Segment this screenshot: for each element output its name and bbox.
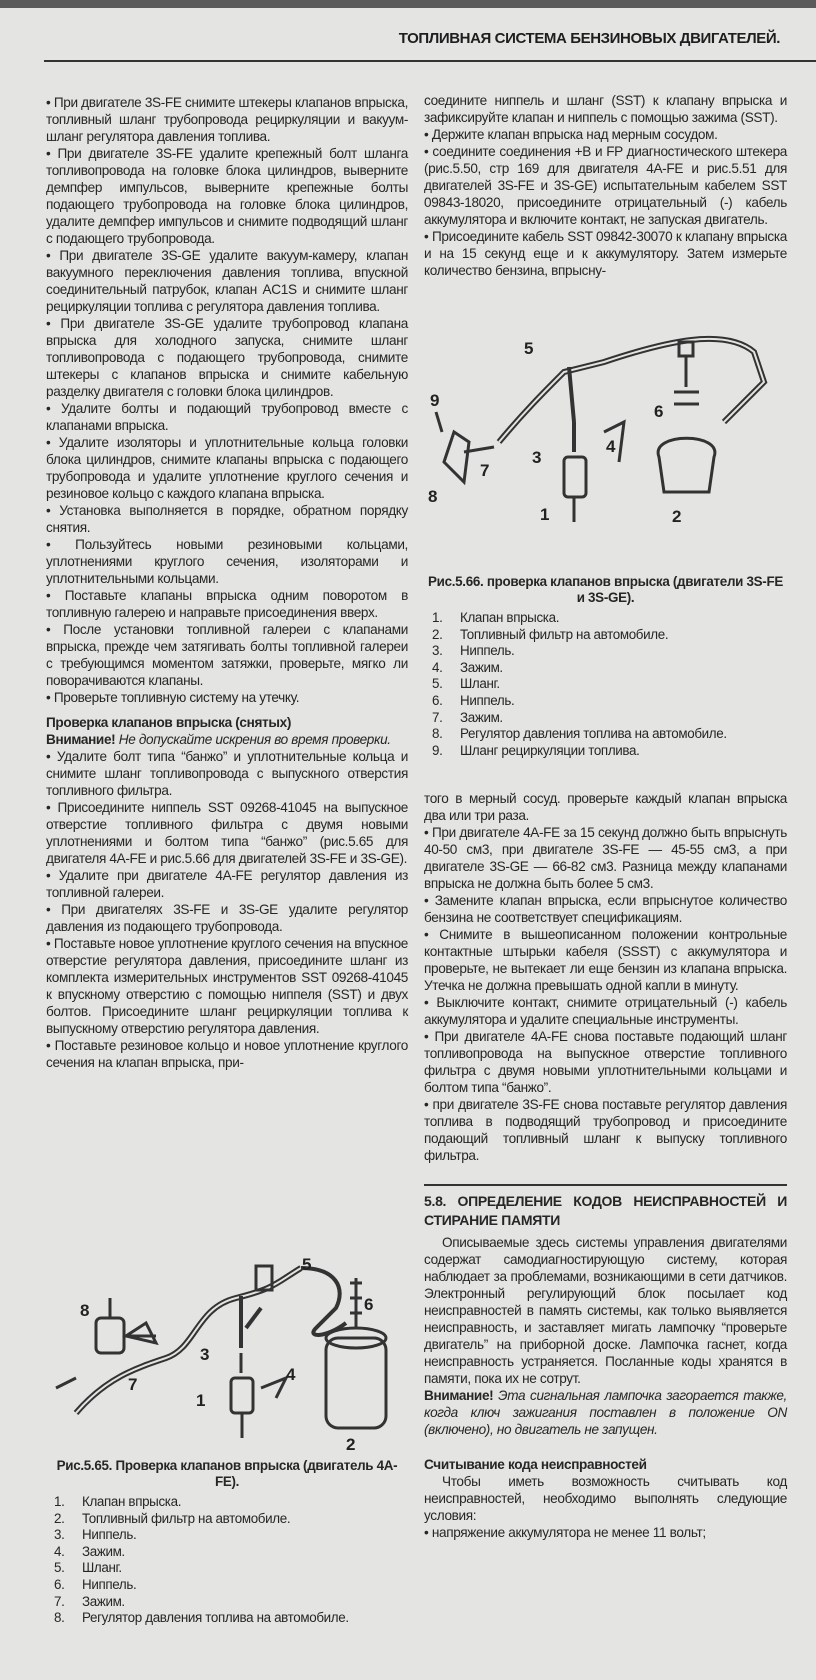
paragraph: • При двигателе 3S-GE удалите вакуум-камеру, клапан вакуумного переключения давления топлива, впускной соединительный патрубок, клапан AC1S и снимите шланг рециркуляции топлива с регулятора давления топлива. — [46, 248, 408, 314]
fig-label-1: 1 — [196, 1391, 206, 1410]
legend-number: 9. — [432, 742, 443, 758]
paragraph: соедините ниппель и шланг (SST) к клапану впрыска и зафиксируйте клапан и ниппель с помощью зажима (SST). — [424, 93, 787, 125]
paragraph: • соедините соединения +B и FP диагностического штекера (рис.5.50, стр 169 для двигателя 4A-FE и рис.5.51 для двигателей 3S-FE и 3S-GE) испытательным кабелем SST 09843-18020, присоедините отрицательный (-) кабель аккумулятора и включите контакт, не запуская двигатель. — [424, 144, 787, 227]
paragraph: • Удалите болты и подающий трубопровод вместе с клапанами впрыска. — [46, 401, 408, 433]
legend-item — [424, 627, 787, 644]
legend-text: Клапан впрыска. — [82, 1494, 182, 1509]
right-paragraphs-2 — [424, 790, 787, 1164]
legend-number: 5. — [54, 1560, 65, 1576]
warning-text: Эта сигнальная лампочка загорается также, когда ключ зажигания поставлен в положение ON (включено), но двигатель не запущен. — [424, 1388, 787, 1437]
paragraph: • Пользуйтесь новыми резиновыми кольцами, уплотнениями круглого сечения, изоляторами и уплотнительными кольцами. — [46, 537, 408, 586]
fig-label-5: 5 — [302, 1255, 312, 1274]
fig-label-1: 1 — [540, 505, 550, 524]
figure-caption: Рис.5.66. проверка клапанов впрыска (двигатели 3S-FE и 3S-GE). — [428, 574, 783, 605]
fig-label-4: 4 — [286, 1365, 296, 1384]
paragraph: • Замените клапан впрыска, если впрыснутое количество бензина не соответствует спецификациям. — [424, 893, 787, 925]
legend-item — [424, 676, 787, 693]
legend-number: 6. — [432, 692, 443, 708]
fig-label-8: 8 — [428, 487, 438, 506]
fig-label-3: 3 — [532, 448, 542, 467]
fig-label-2: 2 — [346, 1435, 356, 1454]
legend-item — [46, 1511, 408, 1528]
paragraph: • При двигателе 4A-FE снова поставьте подающий шланг топливопровода на выпускное отверстие топливного фильтра с двумя новыми уплотнительными кольцами и болтом типа “банжо”. — [424, 1029, 787, 1095]
fig-label-2: 2 — [672, 507, 682, 526]
legend-number: 7. — [54, 1593, 65, 1609]
fig-label-6: 6 — [654, 402, 664, 421]
paragraph: • Держите клапан впрыска над мерным сосудом. — [424, 127, 718, 142]
legend-text: Регулятор давления топлива на автомобиле. — [82, 1610, 349, 1626]
paragraph: • Поставьте резиновое кольцо и новое уплотнение круглого сечения на клапан впрыска, при- — [46, 1038, 408, 1070]
scan-edge — [0, 0, 816, 8]
paragraph: • После установки топливной галереи с клапанами впрыска, прежде чем затягивать болты топливной галереи с требующимся моментом затяжки, проверьте, мягко ли поворачиваются клапаны. — [46, 622, 408, 688]
legend-text: Ниппель. — [82, 1576, 137, 1592]
left-column — [46, 94, 408, 1071]
paragraph: • Поставьте клапаны впрыска одним поворотом в топливную галерею и направьте присоединения вверх. — [46, 588, 408, 620]
paragraph: • при двигателе 3S-FE снова поставьте регулятор давления топлива в подводящий трубопровод и присоедините подающий топливный шланг к выпуску топливного фильтра. — [424, 1097, 787, 1163]
paragraph: • Проверьте топливную систему на утечку. — [46, 690, 300, 705]
legend-item — [46, 1577, 408, 1594]
legend-number: 3. — [54, 1527, 65, 1543]
fig-label-6: 6 — [364, 1295, 374, 1314]
warning-text: Не допускайте искрения во время проверки. — [118, 732, 391, 747]
paragraph: • Выключите контакт, снимите отрицательный (-) кабель аккумулятора и удалите специальные инструменты. — [424, 995, 787, 1027]
legend-text: Ниппель. — [460, 692, 515, 708]
legend-item — [46, 1527, 408, 1544]
left-paragraphs-2 — [46, 748, 408, 1071]
paragraph: • Присоедините кабель SST 09842-30070 к клапану впрыска и на 15 секунд еще и к аккумулятору. Затем измерьте количество бензина, впрысну- — [424, 229, 787, 278]
legend-text: Шланг. — [82, 1560, 122, 1576]
figure-5-65-caption-block — [46, 1458, 408, 1627]
paragraph: • Присоедините ниппель SST 09268-41045 на выпускное отверстие топливного фильтра с двумя новыми уплотнениями и болтом типа “банжо” (рис.5.65 для двигателя 4A-FE и рис.5.66 для двигателей 3S-FE и 3S-GE). — [46, 800, 408, 866]
fig-label-8: 8 — [80, 1301, 90, 1320]
legend-text: Ниппель. — [460, 643, 515, 659]
legend-number: 6. — [54, 1576, 65, 1592]
figure-5-65 — [46, 1228, 416, 1458]
legend-number: 3. — [432, 643, 443, 659]
figure-5-66 — [424, 322, 794, 572]
legend-text: Шланг. — [460, 676, 500, 692]
subheading: Проверка клапанов впрыска (снятых) — [46, 715, 292, 730]
paragraph: • При двигателе 3S-GE удалите трубопровод клапана впрыска для холодного запуска, снимите шланг топливопровода с подающего трубопровода, снимите штекеры с клапанов впрыска и снимите кабельную разделку двигателя с головки блока цилиндров. — [46, 316, 408, 399]
legend-item — [424, 710, 787, 727]
right-column-bottom — [424, 790, 787, 1541]
paragraph: • При двигателе 3S-FE удалите крепежный болт шланга топливопровода на головке блока цилиндров, выверните демпфер импульсов, выверните крепежные болты подающего трубопровода на головке блока цилиндров, удалите демпфер импульсов и снимите подводящий шланг с подающего трубопровода. — [46, 146, 408, 246]
legend-text: Зажим. — [82, 1543, 125, 1559]
legend-item — [424, 643, 787, 660]
paragraph: • Удалите болт типа “банжо” и уплотнительные кольца и снимите шланг топливопровода с выпускного отверстия топливного фильтра. — [46, 749, 408, 798]
subheading: Считывание кода неисправностей — [424, 1457, 647, 1472]
figure-caption: Рис.5.65. Проверка клапанов впрыска (двигатель 4A-FE). — [56, 1458, 398, 1489]
legend-item — [46, 1544, 408, 1561]
legend-item — [424, 660, 787, 677]
figure-legend — [424, 610, 787, 759]
fig-label-3: 3 — [200, 1345, 210, 1364]
legend-number: 2. — [54, 1510, 65, 1526]
legend-number: 7. — [432, 709, 443, 725]
legend-item — [46, 1594, 408, 1611]
figure-legend — [46, 1494, 408, 1627]
legend-text: Зажим. — [460, 709, 503, 725]
paragraph: • Удалите при двигателе 4A-FE регулятор давления из топливной галереи. — [46, 868, 408, 900]
legend-number: 2. — [432, 626, 443, 642]
paragraph: • При двигателе 4A-FE за 15 секунд должно быть впрыснуть 40-50 см3, при двигателе 3S-FE — 45-55 см3, а при двигателе 3S-GE — 66-82 см3. Разница между клапанами впрыска не должна быть более 5 см3. — [424, 825, 787, 891]
legend-number: 8. — [54, 1610, 65, 1626]
paragraph: • При двигателях 3S-FE и 3S-GE удалите регулятор давления из подающего трубопровода. — [46, 902, 408, 934]
legend-text: Клапан впрыска. — [460, 610, 560, 625]
paragraph: • Установка выполняется в порядке, обратном порядку снятия. — [46, 503, 408, 535]
legend-item — [46, 1494, 408, 1511]
legend-number: 4. — [432, 659, 443, 675]
section-text: Описываемые здесь системы управления двигателями содержат самодиагностирующую систему, которая наблюдает за проблемами, возникающими в сети датчиков. Электронный регулирующий блок посылает код неисправностей в память системы, как только выявляется неисправность, и заставляет мигать лампочку “проверьте двигатель” на приборной доске. Лампочка гаснет, когда неисправность устраняется. Посланные коды хранятся в памяти, пока их не сотрут. — [424, 1235, 787, 1386]
paragraph: • При двигателе 3S-FE снимите штекеры клапанов впрыска, топливный шланг трубопровода рециркуляции и вакуум-шланг регулятора давления топлива. — [46, 95, 408, 144]
right-column-top — [424, 92, 787, 279]
legend-item — [424, 743, 787, 760]
legend-text: Шланг рециркуляции топлива. — [460, 742, 640, 758]
running-title: ТОПЛИВНАЯ СИСТЕМА БЕНЗИНОВЫХ ДВИГАТЕЛЕЙ. — [398, 30, 780, 47]
paragraph: • Снимите в вышеописанном положении контрольные контактные штырьки кабеля (SSST) с аккумулятора и проверьте, не вытекает ли еще бензин из клапана впрыска. Утечка не должна превышать одной капли в минуту. — [424, 927, 787, 993]
legend-text: Топливный фильтр на автомобиле. — [82, 1510, 291, 1526]
figure-5-66-caption-block — [424, 574, 787, 759]
header-rule — [44, 60, 816, 62]
fig-label-4: 4 — [606, 437, 616, 456]
left-paragraphs — [46, 94, 408, 706]
legend-item — [424, 610, 787, 627]
paragraph: • Поставьте новое уплотнение круглого сечения на впускное отверстие регулятора давления, присоедините шланг из комплекта измерительных инструментов SST 09268-41045 к впускному отверстию с помощью ниппеля (SST) и двух болтов. Присоедините шланг рециркуляции топлива к выпускному отверстию регулятора давления. — [46, 936, 408, 1036]
bullet: • напряжение аккумулятора не менее 11 вольт; — [424, 1525, 706, 1540]
legend-text: Топливный фильтр на автомобиле. — [460, 626, 669, 642]
right-paragraphs — [424, 92, 787, 279]
legend-item — [424, 693, 787, 710]
fig-label-9: 9 — [430, 391, 440, 410]
paragraph: того в мерный сосуд. проверьте каждый клапан впрыска два или три раза. — [424, 791, 787, 823]
fig-label-5: 5 — [524, 339, 534, 358]
fig-label-7: 7 — [128, 1375, 138, 1394]
warning-label: Внимание! — [424, 1388, 494, 1403]
legend-text: Зажим. — [82, 1593, 125, 1609]
section-title: 5.8. ОПРЕДЕЛЕНИЕ КОДОВ НЕИСПРАВНОСТЕЙ И СТИРАНИЕ ПАМЯТИ — [424, 1184, 787, 1230]
legend-text: Регулятор давления топлива на автомобиле. — [460, 726, 727, 742]
fig-label-7: 7 — [480, 461, 490, 480]
legend-item — [46, 1610, 408, 1627]
legend-text: Ниппель. — [82, 1527, 137, 1543]
legend-text: Зажим. — [460, 659, 503, 675]
legend-number: 5. — [432, 676, 443, 692]
legend-number: 1. — [432, 610, 443, 625]
sub-text: Чтобы иметь возможность считывать код неисправностей, необходимо выполнять следующие условия: — [424, 1474, 787, 1523]
warning-label: Внимание! — [46, 732, 116, 747]
legend-item — [46, 1560, 408, 1577]
paragraph: • Удалите изоляторы и уплотнительные кольца головки блока цилиндров, снимите клапаны впрыска с подающего трубопровода и удалите уплотнение круглого сечения и резиновое кольцо с каждого клапана впрыска. — [46, 435, 408, 501]
legend-item — [424, 726, 787, 743]
legend-number: 1. — [54, 1494, 65, 1509]
legend-number: 8. — [432, 726, 443, 742]
legend-number: 4. — [54, 1543, 65, 1559]
